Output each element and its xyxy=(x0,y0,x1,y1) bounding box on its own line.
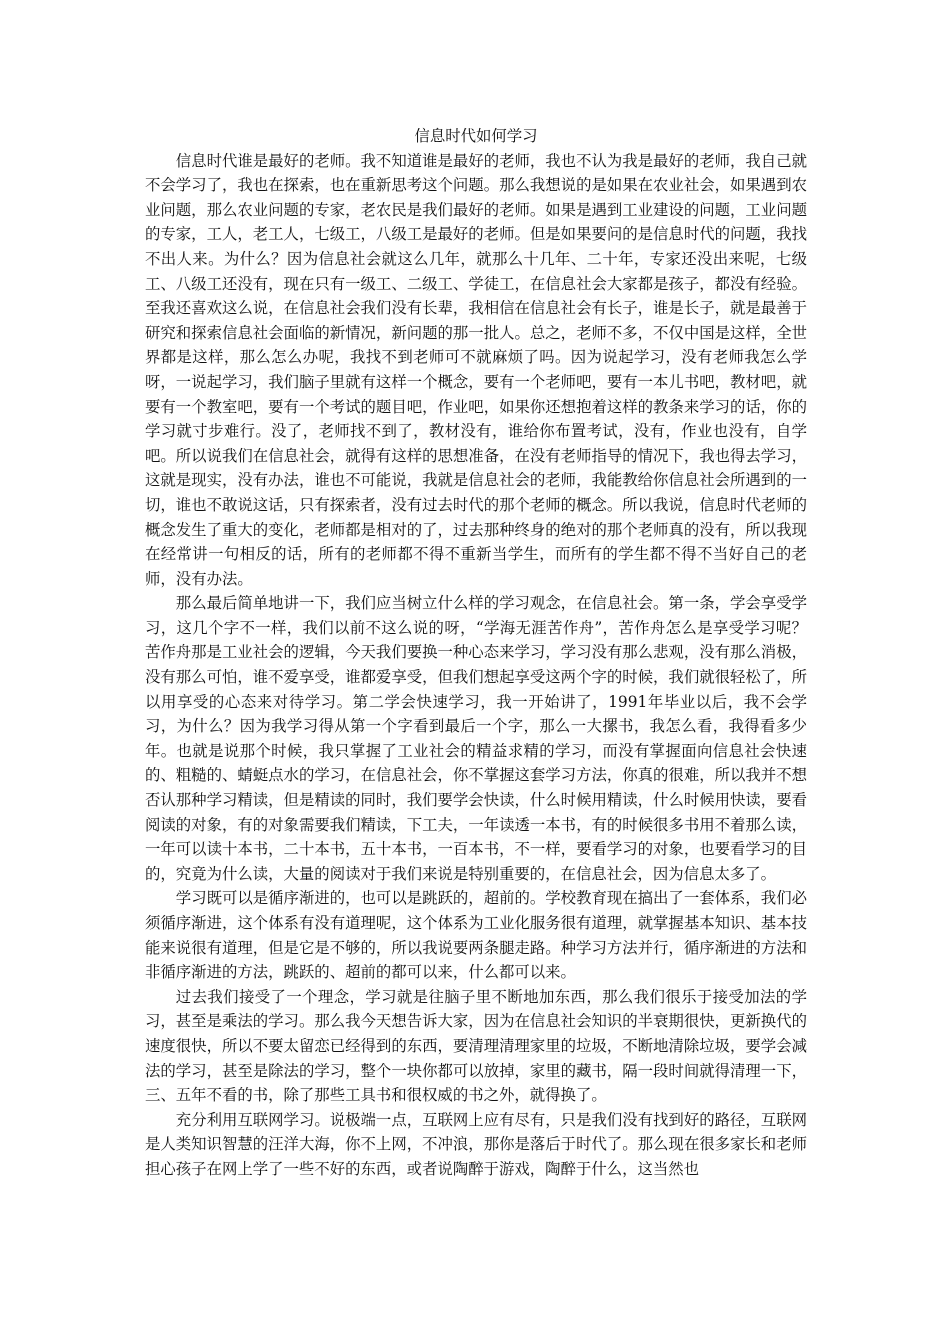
paragraph-internet-learning: 充分利用互联网学习。说极端一点，互联网上应有尽有，只是我们没有找到好的路径，互联网是人类知识智慧的汪洋大海，你不上网，不冲浪，那你是落后于时代了。那么现在很多家长和老师担心孩子在网上学了一些不好的东西，或者说陶醉于游戏，陶醉于什么，这当然也 xyxy=(145,1110,807,1178)
paragraph-subtraction-learning: 过去我们接受了一个理念，学习就是往脑子里不断地加东西，那么我们很乐于接受加法的学习，甚至是乘法的学习。那么我今天想告诉大家，因为在信息社会知识的半衰期很快，更新换代的速度很快，所以不要太留恋已经得到的东西，要清理清理家里的垃圾，不断地清除垃圾，要学会减法的学习，甚至是除法的学习，整个一块你都可以放掉，家里的藏书，隔一段时间就得清理一下，三、五年不看的书，除了那些工具书和很权威的书之外，就得换了。 xyxy=(145,987,807,1105)
document-body xyxy=(145,124,807,1182)
document-title: 信息时代如何学习 xyxy=(414,127,538,145)
paragraph-teachers: 信息时代谁是最好的老师。我不知道谁是最好的老师，我也不认为我是最好的老师，我自己就不会学习了，我也在探索，也在重新思考这个问题。那么我想说的是如果在农业社会，如果遇到农业问题，那么农业问题的专家，老农民是我们最好的老师。如果是遇到工业建设的问题，工业问题的专家，工人，老工人，七级工，八级工是最好的老师。但是如果要问的是信息时代的问题，我找不出人来。为什么？因为信息社会就这么几年，就那么十几年、二十年，专家还没出来呢，七级工、八级工还没有，现在只有一级工、二级工、学徒工，在信息社会大家都是孩子，都没有经验。至我还喜欢这么说，在信息社会我们没有长辈，我相信在信息社会有长子，谁是长子，就是最善于研究和探索信息社会面临的新情况，新问题的那一批人。总之，老师不多，不仅中国是这样，全世界都是这样，那么怎么办呢，我找不到老师可不就麻烦了吗。因为说起学习，没有老师我怎么学呀，一说起学习，我们脑子里就有这样一个概念，要有一个老师吧，要有一本儿书吧，教材吧，就要有一个教室吧，要有一个考试的题目吧，作业吧，如果你还想抱着这样的教条来学习的话，你的学习就寸步难行。没了，老师找不到了，教材没有，谁给你布置考试，没有，作业也没有，自学吧。所以说我们在信息社会，就得有这样的思想准备，在没有老师指导的情况下，我也得去学习，这就是现实，没有办法，谁也不可能说，我就是信息社会的老师，我能教给你信息社会所遇到的一切，谁也不敢说这话，只有探索者，没有过去时代的那个老师的概念。所以我说，信息时代老师的概念发生了重大的变化，老师都是相对的了，过去那种终身的绝对的那个老师真的没有，所以我现在经常讲一句相反的话，所有的老师都不得不重新当学生，而所有的学生都不得不当好自己的老师，没有办法。 xyxy=(145,151,807,588)
paragraph-enjoy-learning: 那么最后简单地讲一下，我们应当树立什么样的学习观念，在信息社会。第一条，学会享受学习，这几个字不一样，我们以前不这么说的呀，“学海无涯苦作舟”，苦作舟怎么是享受学习呢？苦作舟那是工业社会的逻辑，今天我们要换一种心态来学习，学习没有那么悲观，没有那么消极，没有那么可怕，谁不爱享受，谁都爱享受，但我们想起享受这两个字的时候，我们就很轻松了，所以用享受的心态来对待学习。第二学会快速学习，我一开始讲了，1991年毕业以后，我不会学习，为什么？因为我学习得从第一个字看到最后一个字，那么一大摞书，我怎么看，我得看多少年。也就是说那个时候，我只掌握了工业社会的精益求精的学习，而没有掌握面向信息社会快速的、粗糙的、蜻蜓点水的学习，在信息社会，你不掌握这套学习方法，你真的很难，所以我并不想否认那种学习精读，但是精读的同时，我们要学会快读，什么时候用精读，什么时候用快读，要看阅读的对象，有的对象需要我们精读，下工夫，一年读透一本书，有的时候很多书用不着那么读，一年可以读十本书，二十本书，五十本书，一百本书，不一样，要看学习的对象，也要看学习的目的，究竟为什么读，大量的阅读对于我们来说是特别重要的，在信息社会，因为信息太多了。 xyxy=(145,594,807,883)
paragraph-leap-learning: 学习既可以是循序渐进的，也可以是跳跃的，超前的。学校教育现在搞出了一套体系，我们必须循序渐进，这个体系有没有道理呢，这个体系为工业化服务很有道理，就掌握基本知识、基本技能来说很有道理，但是它是不够的，所以我说要两条腿走路。种学习方法并行，循序渐进的方法和非循序渐进的方法，跳跃的、超前的都可以来，什么都可以来。 xyxy=(145,889,807,982)
